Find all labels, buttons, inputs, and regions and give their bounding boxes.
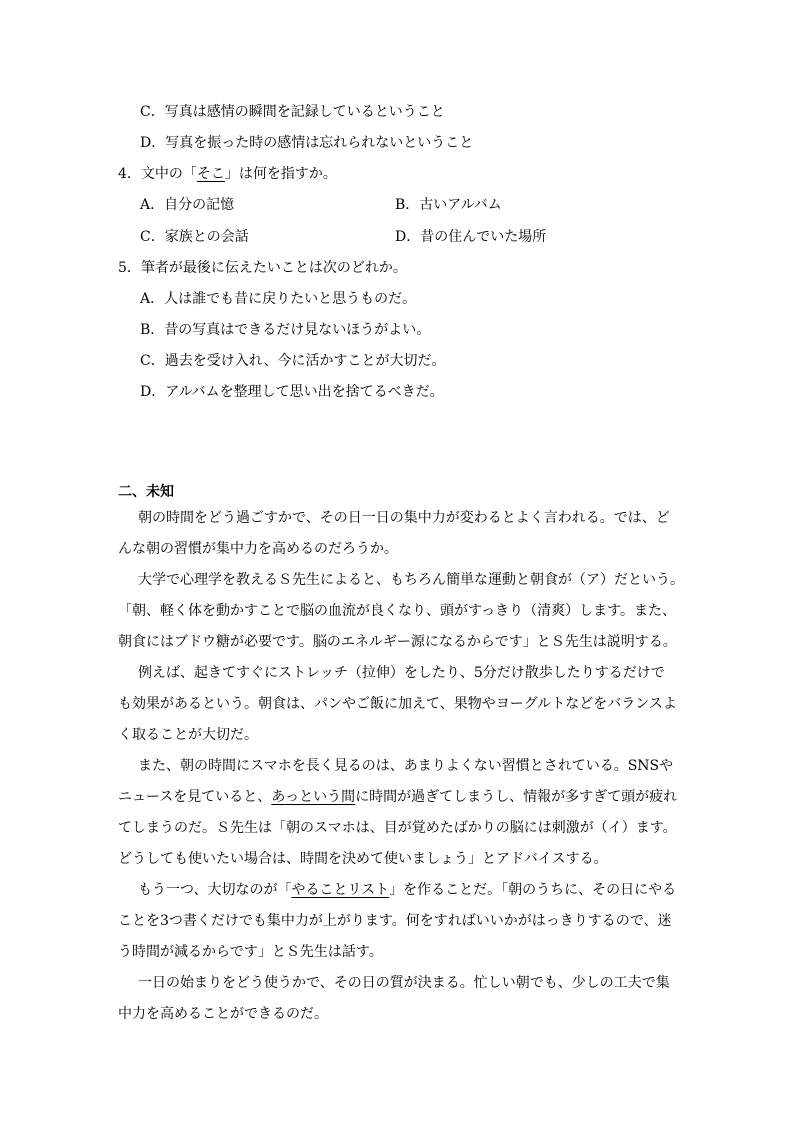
passage-line: んな朝の習慣が集中力を高めるのだろうか。 (118, 541, 398, 557)
passage-line: 朝の時間をどう過ごすかで、その日一日の集中力が変わるとよく言われる。では、ど (138, 510, 670, 526)
q4-option-c: C．家族との会話 (140, 229, 249, 245)
passage-line: 朝食にはブドウ糖が必要です。脳のエネルギー源になるからです」とＳ先生は説明する。 (118, 634, 677, 650)
passage-line (138, 881, 676, 899)
passage-line: また、朝の時間にスマホを長く見るのは、あまりよくない習慣とされている。SNSや (138, 758, 674, 774)
passage-segment: に時間が過ぎてしまうし、情報が多すぎて頭が疲れ (355, 789, 678, 805)
section-heading: 二、未知 (118, 484, 174, 500)
q4-stem-prefix: 4．文中の「 (118, 166, 197, 182)
q5-option-b: B．昔の写真はできるだけ見ないほうがよい。 (140, 322, 431, 338)
underlined-phrase: やることリスト (291, 882, 390, 898)
passage-line: ことを3つ書くだけでも集中力が上がります。何をすればいいかがはっきりするので、迷 (118, 913, 672, 929)
passage-line: も効果があるという。朝食は、パンやご飯に加えて、果物やヨーグルトなどをバランスよ (118, 696, 677, 712)
passage-line: 中力を高めることができるのだ。 (118, 1006, 328, 1022)
q4-option-a: A．自分の記憶 (140, 197, 235, 213)
underlined-phrase: あっという間 (271, 789, 356, 805)
q3-option-d: D．写真を振った時の感情は忘れられないということ (140, 135, 474, 151)
passage-line: 例えば、起きてすぐにストレッチ（拉伸）をしたり、5分だけ散歩したりするだけで (138, 665, 665, 681)
q5-stem: 5．筆者が最後に伝えたいことは次のどれか。 (118, 260, 407, 276)
q4-options-row2 (140, 228, 640, 246)
passage-line (118, 788, 677, 806)
passage-segment: もう一つ、大切なのが「 (138, 882, 292, 898)
q4-options-row1 (140, 196, 640, 214)
q4-stem-suffix: 」は何を指すか。 (224, 166, 337, 182)
q4-option-b: B．古いアルバム (395, 197, 502, 213)
passage-line: う時間が減るからです」とＳ先生は話す。 (118, 944, 383, 960)
q5-option-d: D．アルバムを整理して思い出を捨てるべきだ。 (140, 384, 444, 400)
passage-line: 「朝、軽く体を動かすことで脳の血流が良くなり、頭がすっきり（清爽）します。また、 (118, 603, 677, 619)
passage-line: く取ることが大切だ。 (118, 727, 258, 743)
q5-option-a: A．人は誰でも昔に戻りたいと思うものだ。 (140, 291, 417, 307)
passage-line: 一日の始まりをどう使うかで、その日の質が決まる。忙しい朝でも、少しの工夫で集 (138, 975, 670, 991)
q5-option-c: C．過去を受け入れ、今に活かすことが大切だ。 (140, 353, 446, 369)
passage-line: 大学で心理学を教えるＳ先生によると、もちろん簡単な運動と朝食が（ア）だという。 (138, 572, 684, 588)
q4-stem (118, 165, 337, 183)
passage-line: てしまうのだ。Ｓ先生は「朝のスマホは、目が覚めたばかりの脳には刺激が（イ）ます。 (118, 820, 677, 836)
q3-option-c: C．写真は感情の瞬間を記録しているということ (140, 104, 445, 120)
q4-stem-underlined: そこ (196, 166, 225, 182)
passage-line: どうしても使いたい場合は、時間を決めて使いましょう」とアドバイスする。 (118, 851, 608, 867)
passage-segment: ニュースを見ていると、 (118, 789, 272, 805)
passage-segment: 」を作ることだ。「朝のうちに、その日にやる (389, 882, 677, 898)
q4-option-d: D．昔の住んでいた場所 (395, 229, 547, 245)
